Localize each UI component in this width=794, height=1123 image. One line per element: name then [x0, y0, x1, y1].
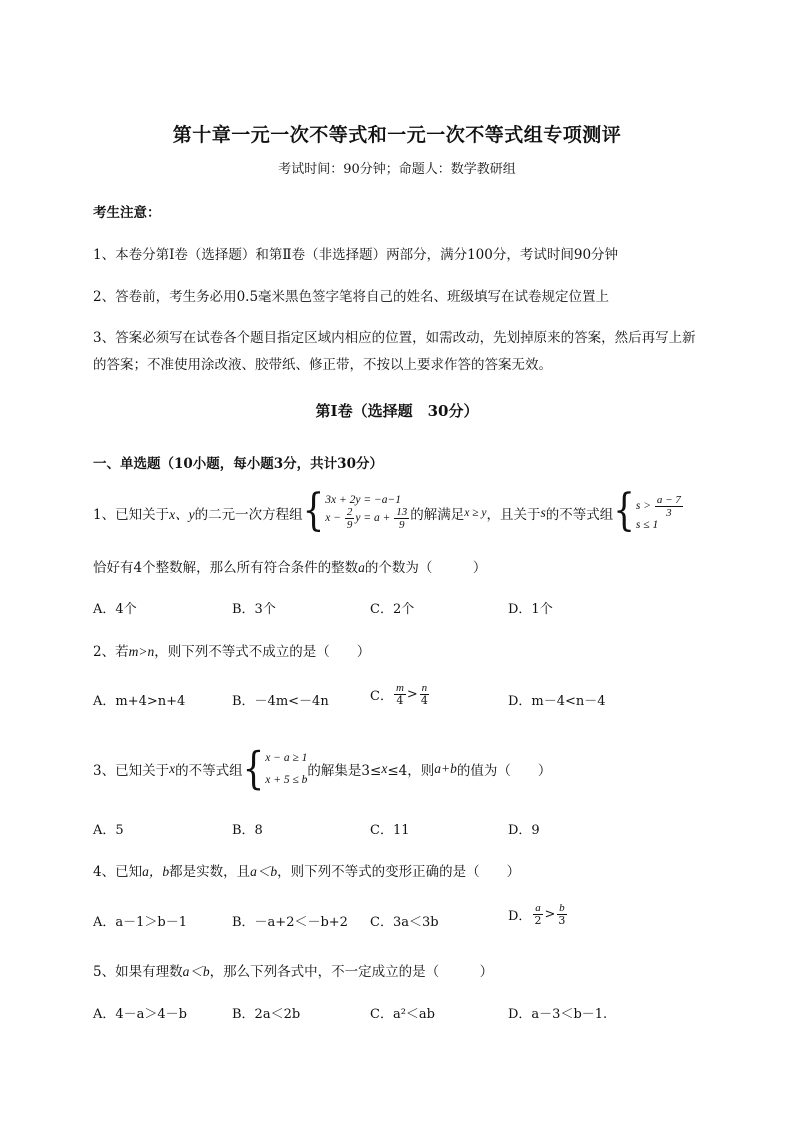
q1-text: 1、已知关于	[93, 506, 170, 523]
q1-vars: x、y	[169, 506, 195, 522]
q2-option-c[interactable]: C． $\frac{m}{4}$ > $\frac{n}{4}$	[370, 682, 428, 707]
inequality-2: s ≤ 1	[635, 519, 659, 531]
q4-option-b[interactable]: B．－a+2＜－b+2	[232, 915, 348, 930]
question-2-stem: 2、若m>n，则下列不等式不成立的是（ ）	[93, 644, 371, 660]
q1-option-b[interactable]: B．3个	[232, 602, 276, 617]
q2-option-d[interactable]: D．m－4<n－4	[508, 694, 606, 709]
q4-option-d[interactable]: D． $\frac{a}{2}$ > $\frac{b}{3}$	[508, 902, 566, 927]
q2-option-b[interactable]: B．－4m<－4n	[232, 694, 329, 709]
part-title: 一、单选题（10小题，每小题3分，共计30分）	[93, 456, 383, 472]
notice-item-2: 2、答卷前，考生务必用0.5毫米黑色签字笔将自己的姓名、班级填写在试卷规定位置上	[93, 289, 610, 305]
inequality-system: { s > $\frac{a - 7}{3}$ s ≤ 1	[613, 494, 684, 531]
question-1-stem-cont: 恰好有4个整数解，那么所有符合条件的整数a的个数为（ ）	[93, 560, 487, 576]
equation-2: x − $\frac{2}{9}$ y = a + $\frac{13}{9}$	[325, 506, 408, 531]
question-5-stem: 5、如果有理数a＜b，那么下列各式中，不一定成立的是（ ）	[93, 964, 494, 980]
q3-option-b[interactable]: B．8	[232, 823, 263, 838]
notice-item-3-cont: 的答案；不准使用涂改液、胶带纸、修正带，不按以上要求作答的答案无效。	[93, 357, 552, 373]
question-1-stem	[93, 484, 684, 537]
exam-info: 考试时间：90分钟；命题人：数学教研组	[278, 162, 516, 177]
q1-option-d[interactable]: D．1个	[508, 602, 553, 617]
q2-option-a[interactable]: A．m+4>n+4	[93, 694, 186, 709]
equation-1: 3x + 2y = −a−1	[325, 494, 401, 506]
q3-option-a[interactable]: A．5	[93, 823, 124, 838]
q1-option-c[interactable]: C．2个	[370, 602, 415, 617]
notice-item-3: 3、答案必须写在试卷各个题目指定区域内相应的位置，如需改动，先划掉原来的答案，然后再写上新	[93, 330, 696, 346]
section-title: 第I卷（选择题 30分）	[315, 402, 479, 420]
q3-option-c[interactable]: C．11	[370, 823, 410, 838]
page-title: 第十章一元一次不等式和一元一次不等式组专项测评	[172, 124, 622, 146]
q1-condition: x ≥ y	[464, 506, 487, 519]
inequality-1: s > $\frac{a - 7}{3}$	[635, 494, 681, 519]
q3-option-d[interactable]: D．9	[508, 823, 540, 838]
q1-var-s: s	[540, 504, 546, 520]
q4-option-a[interactable]: A．a－1＞b－1	[93, 915, 188, 930]
q5-option-b[interactable]: B．2a＜2b	[232, 1007, 301, 1022]
notice-item-1: 1、本卷分第I卷（选择题）和第Ⅱ卷（非选择题）两部分，满分100分，考试时间90分钟	[93, 247, 619, 263]
q4-option-c[interactable]: C．3a＜3b	[370, 915, 439, 930]
q5-option-a[interactable]: A．4－a＞4－b	[93, 1007, 188, 1022]
q1-text: ，且关于	[486, 506, 541, 523]
q5-option-c[interactable]: C．a²＜ab	[370, 1007, 435, 1022]
q1-text: 的不等式组	[545, 506, 614, 523]
q1-text: 的二元一次方程组	[194, 506, 303, 523]
question-4-stem: 4、已知a，b都是实数，且a＜b，则下列不等式的变形正确的是（ ）	[93, 864, 521, 880]
inequality-system: { x − a ≥ 1 x + 5 ≤ b	[242, 743, 308, 795]
equation-system: { 3x + 2y = −a−1 x − $\frac{2}{9}$ y = a + $\frac{13}{9}$	[303, 494, 411, 531]
question-3-stem: 3、已知关于 x 的不等式组 { x − a ≥ 1 x + 5 ≤ b 的解集是3≤ x ≤4，则 a+b 的值为（ ）	[93, 743, 552, 795]
q5-option-d[interactable]: D．a－3＜b－1.	[508, 1007, 608, 1022]
notice-heading: 考生注意：	[93, 205, 161, 221]
q1-option-a[interactable]: A．4个	[93, 602, 137, 617]
q1-text: 的解满足	[410, 506, 465, 523]
